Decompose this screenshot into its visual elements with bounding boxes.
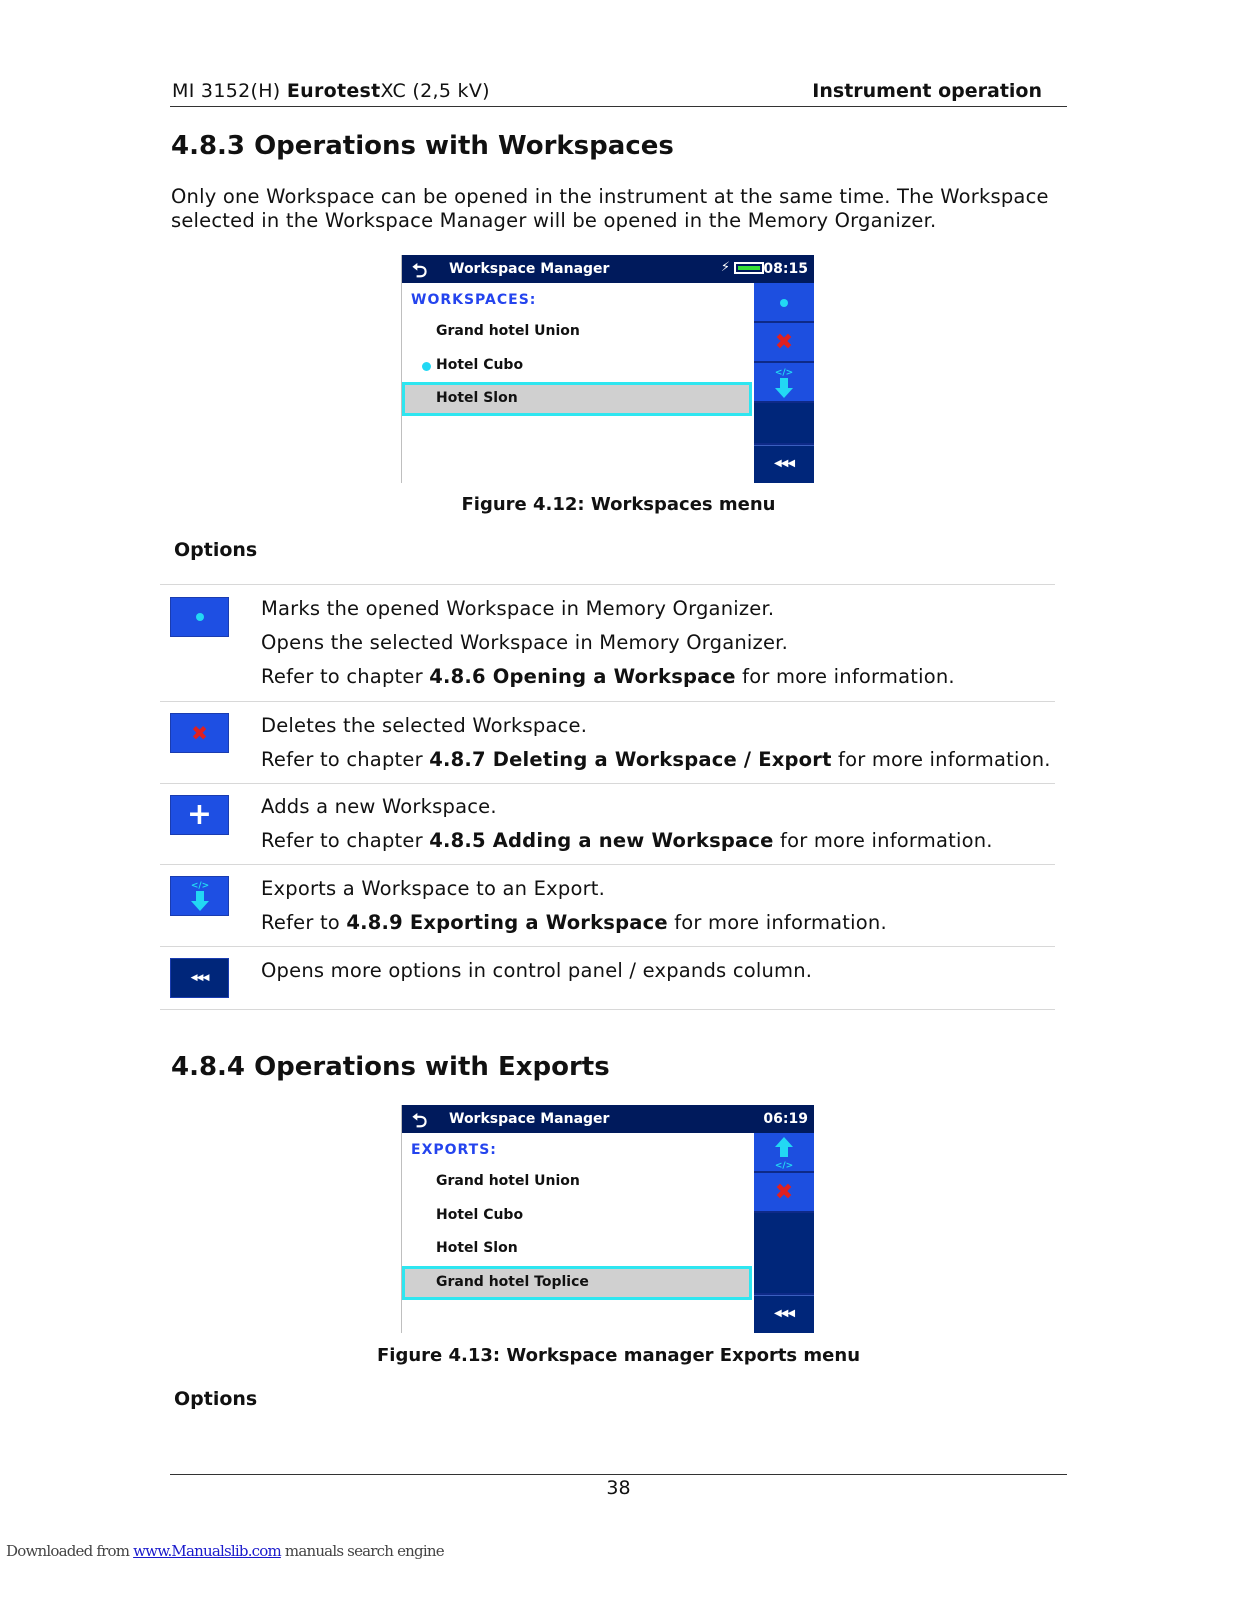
more-options-button[interactable] bbox=[754, 445, 814, 483]
ref-pre: Refer to chapter bbox=[261, 829, 430, 852]
list-header: EXPORTS: bbox=[411, 1142, 497, 1158]
option-line bbox=[261, 829, 993, 863]
item-label: Hotel Slon bbox=[436, 1240, 518, 1256]
delete-x-icon: ✖ bbox=[170, 713, 229, 753]
back-arrow-icon[interactable]: ⮌ bbox=[412, 1110, 428, 1132]
more-options-button[interactable] bbox=[754, 1295, 814, 1333]
option-text bbox=[261, 714, 1051, 782]
options-heading-2: Options bbox=[174, 1388, 258, 1410]
option-row-more bbox=[160, 946, 1055, 1010]
download-note bbox=[6, 1542, 444, 1560]
manualslib-link[interactable]: www.Manualslib.com bbox=[133, 1542, 281, 1560]
empty-slot bbox=[754, 403, 814, 445]
ref-chapter: 4.8.6 Opening a Workspace bbox=[429, 665, 736, 688]
option-row-add bbox=[160, 783, 1055, 865]
open-dot-icon bbox=[780, 299, 788, 307]
list-item[interactable] bbox=[402, 315, 752, 349]
page-number: 38 bbox=[606, 1477, 631, 1499]
model-bold: Eurotest bbox=[286, 80, 381, 102]
list-header: WORKSPACES: bbox=[411, 292, 537, 308]
workspace-manager-screen bbox=[401, 255, 814, 483]
ref-chapter: 4.8.9 Exporting a Workspace bbox=[346, 911, 668, 934]
intro-paragraph bbox=[171, 185, 1049, 233]
option-line: Deletes the selected Workspace. bbox=[261, 714, 588, 737]
export-down-icon bbox=[170, 876, 229, 916]
option-line: Adds a new Workspace. bbox=[261, 795, 497, 818]
open-dot-icon bbox=[170, 597, 229, 637]
export-button[interactable] bbox=[754, 363, 814, 403]
option-text bbox=[261, 795, 993, 863]
header-rule bbox=[170, 106, 1067, 107]
opened-dot-icon bbox=[422, 362, 431, 371]
footer-rule bbox=[170, 1474, 1067, 1475]
screen-time: 08:15 bbox=[763, 261, 808, 277]
ref-pre: Refer to chapter bbox=[261, 748, 430, 771]
screen-title-bar bbox=[402, 255, 814, 283]
intro-line-2: selected in the Workspace Manager will be opened in the Memory Organizer. bbox=[171, 209, 937, 232]
option-row-delete bbox=[160, 701, 1055, 784]
item-label: Hotel Cubo bbox=[436, 357, 524, 373]
export-down-icon bbox=[773, 366, 795, 400]
side-panel bbox=[754, 1133, 814, 1333]
list-item[interactable] bbox=[402, 349, 752, 383]
svg-text:</>: </> bbox=[774, 368, 794, 378]
list-item[interactable] bbox=[402, 1199, 752, 1233]
svg-text:</>: </> bbox=[774, 1161, 794, 1170]
ref-pre: Refer to chapter bbox=[261, 665, 430, 688]
ref-post: for more information. bbox=[831, 748, 1051, 771]
screen-title: Workspace Manager bbox=[449, 1111, 610, 1127]
ref-post: for more information. bbox=[735, 665, 955, 688]
item-label: Grand hotel Toplice bbox=[436, 1274, 589, 1290]
option-line: Marks the opened Workspace in Memory Organizer. bbox=[261, 597, 775, 620]
section-title-workspaces: 4.8.3 Operations with Workspaces bbox=[171, 131, 674, 161]
screen-title: Workspace Manager bbox=[449, 261, 610, 277]
option-line: Opens more options in control panel / expands column. bbox=[261, 959, 813, 982]
option-row-open bbox=[160, 584, 1055, 702]
more-options-icon: ◀◀◀ bbox=[773, 458, 795, 469]
list-item[interactable] bbox=[402, 1232, 752, 1266]
ref-post: for more information. bbox=[667, 911, 887, 934]
option-text bbox=[261, 877, 887, 945]
ref-pre: Refer to bbox=[261, 911, 347, 934]
delete-x-icon: ✖ bbox=[774, 1180, 794, 1205]
ref-chapter: 4.8.7 Deleting a Workspace / Export bbox=[429, 748, 832, 771]
delete-button[interactable] bbox=[754, 323, 814, 363]
delete-x-icon: ✖ bbox=[774, 330, 794, 355]
svg-text:</>: </> bbox=[190, 881, 209, 891]
empty-slot bbox=[754, 1213, 814, 1295]
item-label: Grand hotel Union bbox=[436, 323, 580, 339]
side-panel bbox=[754, 283, 814, 483]
battery-icon bbox=[734, 262, 764, 274]
item-label: Hotel Slon bbox=[436, 390, 518, 406]
item-label: Grand hotel Union bbox=[436, 1173, 580, 1189]
more-options-icon: ◀◀◀ bbox=[170, 958, 229, 998]
back-arrow-icon[interactable]: ⮌ bbox=[412, 260, 428, 282]
delete-button[interactable] bbox=[754, 1173, 814, 1213]
option-line: Exports a Workspace to an Export. bbox=[261, 877, 606, 900]
more-options-icon: ◀◀◀ bbox=[773, 1308, 795, 1319]
option-line bbox=[261, 911, 887, 945]
option-line bbox=[261, 748, 1051, 782]
charging-icon: ⚡ bbox=[720, 260, 730, 275]
open-button[interactable] bbox=[754, 283, 814, 323]
model-suffix: XC (2,5 kV) bbox=[380, 80, 490, 102]
add-plus-icon: + bbox=[170, 795, 229, 835]
screen-title-bar bbox=[402, 1105, 814, 1133]
option-text bbox=[261, 597, 955, 699]
intro-line-1: Only one Workspace can be opened in the instrument at the same time. The Workspace bbox=[171, 185, 1049, 208]
header-model bbox=[172, 80, 490, 102]
option-line bbox=[261, 665, 955, 699]
list-item[interactable] bbox=[402, 1165, 752, 1199]
dl-prefix: Downloaded from bbox=[6, 1542, 134, 1560]
dl-suffix: manuals search engine bbox=[280, 1542, 444, 1560]
item-label: Hotel Cubo bbox=[436, 1207, 524, 1223]
import-up-icon bbox=[773, 1136, 795, 1170]
screen-time: 06:19 bbox=[763, 1111, 808, 1127]
section-title-exports: 4.8.4 Operations with Exports bbox=[171, 1052, 610, 1082]
import-button[interactable] bbox=[754, 1133, 814, 1173]
options-heading: Options bbox=[174, 539, 258, 561]
option-text bbox=[261, 959, 812, 993]
list-item-selected[interactable] bbox=[402, 1266, 752, 1300]
figure-caption-4-12: Figure 4.12: Workspaces menu bbox=[461, 494, 776, 515]
header-section: Instrument operation bbox=[812, 80, 1042, 102]
option-row-export bbox=[160, 864, 1055, 947]
model-prefix: MI 3152(H) bbox=[172, 80, 287, 102]
list-item-selected[interactable] bbox=[402, 382, 752, 416]
ref-chapter: 4.8.5 Adding a new Workspace bbox=[429, 829, 774, 852]
exports-screen bbox=[401, 1105, 814, 1333]
ref-post: for more information. bbox=[773, 829, 993, 852]
option-line: Opens the selected Workspace in Memory Organizer. bbox=[261, 631, 788, 654]
figure-caption-4-13: Figure 4.13: Workspace manager Exports menu bbox=[376, 1345, 861, 1366]
